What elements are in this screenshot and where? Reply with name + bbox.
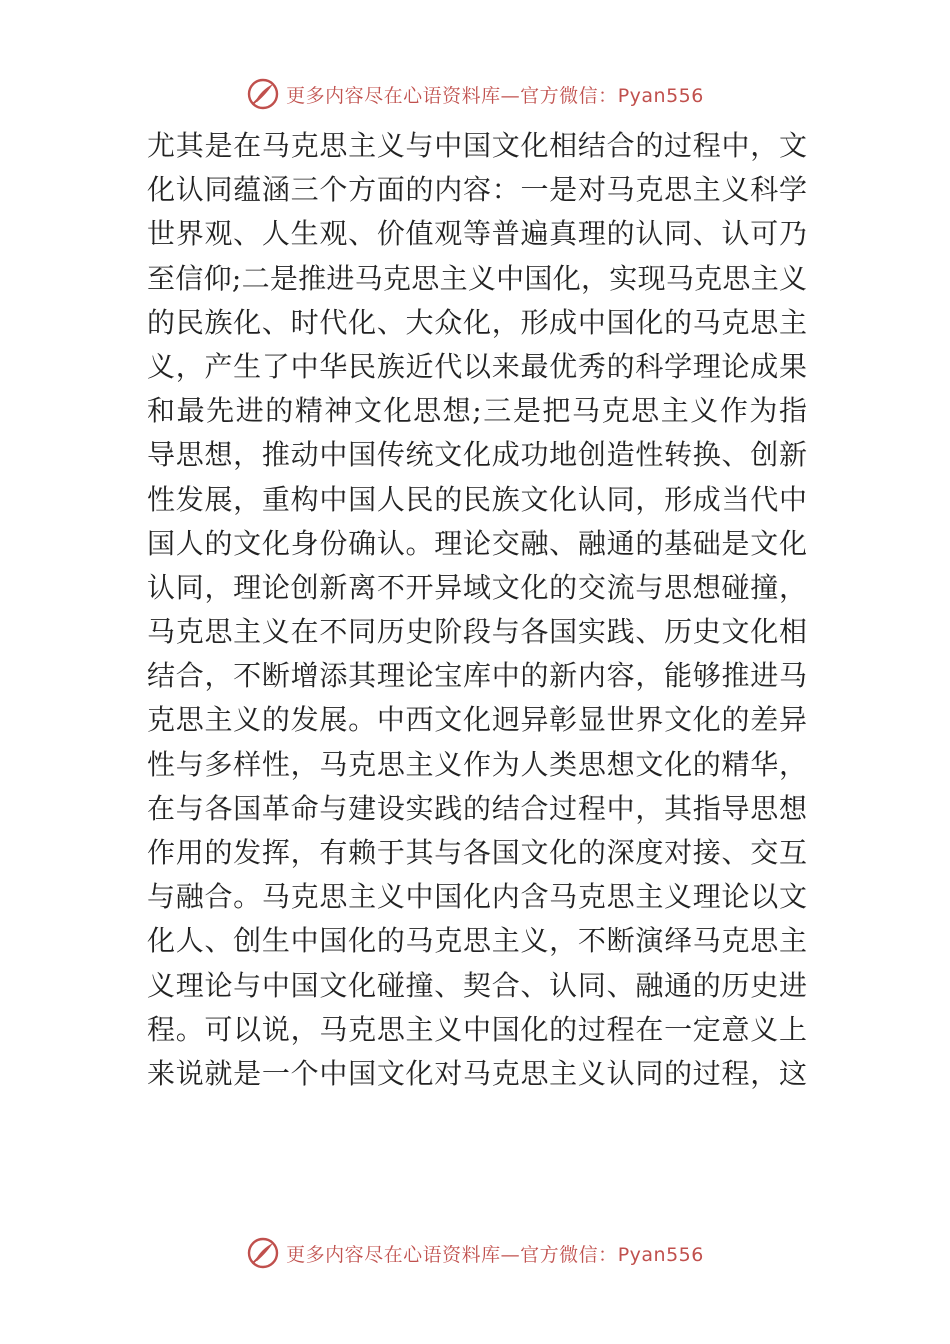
text-line: 结合，不断增添其理论宝库中的新内容，能够推进马	[147, 659, 807, 693]
text-line: 化认同蕴涵三个方面的内容：一是对马克思主义科学	[147, 173, 807, 207]
text-line: 来说就是一个中国文化对马克思主义认同的过程，这	[147, 1056, 807, 1090]
footer-banner-wechat: 官方微信：	[520, 1243, 618, 1266]
text-line: 世界观、人生观、价值观等普遍真理的认同、认可乃	[147, 217, 807, 251]
text-line: 义，产生了中华民族近代以来最优秀的科学理论成果	[147, 349, 807, 383]
text-line: 认同，理论创新离不开异域文化的交流与思想碰撞，	[147, 570, 807, 604]
text-line: 在与各国革命与建设实践的结合过程中，其指导思想	[147, 791, 807, 825]
header-banner-text	[286, 81, 704, 108]
footer-banner	[0, 1233, 950, 1273]
header-banner-id: Pyan556	[617, 84, 704, 107]
text-line: 和最先进的精神文化思想;三是把马克思主义作为指	[147, 394, 807, 428]
text-line: 尤其是在马克思主义与中国文化相结合的过程中，文	[147, 129, 807, 162]
quill-logo-icon	[246, 1236, 280, 1270]
header-banner-wechat: 官方微信：	[520, 84, 618, 107]
text-line: 程。可以说，马克思主义中国化的过程在一定意义上	[147, 1012, 807, 1046]
text-line: 作用的发挥，有赖于其与各国文化的深度对接、交互	[147, 836, 807, 869]
footer-banner-id: Pyan556	[617, 1243, 704, 1266]
text-line: 至信仰;二是推进马克思主义中国化，实现马克思主义	[147, 261, 807, 295]
footer-banner-main: 更多内容尽在心语资料库	[286, 1243, 501, 1266]
header-banner-dash: —	[500, 84, 521, 107]
text-line: 性发展，重构中国人民的民族文化认同，形成当代中	[147, 482, 807, 516]
text-line: 导思想，推动中国传统文化成功地创造性转换、创新	[147, 438, 807, 472]
text-line: 与融合。马克思主义中国化内含马克思主义理论以文	[147, 880, 807, 914]
footer-banner-text	[286, 1240, 704, 1267]
text-line: 性与多样性，马克思主义作为人类思想文化的精华，	[147, 747, 807, 781]
header-banner	[0, 74, 950, 114]
header-banner-main: 更多内容尽在心语资料库	[286, 84, 501, 107]
text-line: 的民族化、时代化、大众化，形成中国化的马克思主	[147, 305, 807, 339]
text-line: 化人、创生中国化的马克思主义，不断演绎马克思主	[147, 924, 807, 958]
text-line: 义理论与中国文化碰撞、契合、认同、融通的历史进	[147, 968, 807, 1002]
quill-logo-icon	[246, 77, 280, 111]
body-text	[147, 124, 807, 1096]
text-line: 国人的文化身份确认。理论交融、融通的基础是文化	[147, 526, 807, 560]
text-line: 马克思主义在不同历史阶段与各国实践、历史文化相	[147, 615, 807, 649]
text-line: 克思主义的发展。中西文化迥异彰显世界文化的差异	[147, 703, 807, 737]
footer-banner-dash: —	[500, 1243, 521, 1266]
